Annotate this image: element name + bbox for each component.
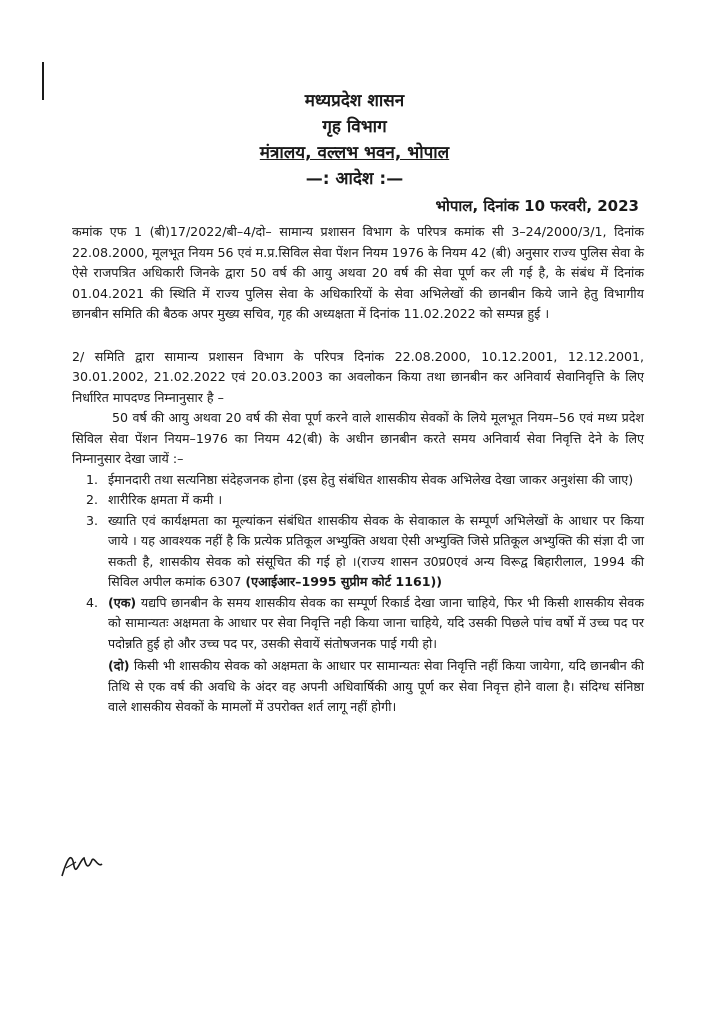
item-3-text: ख्याति एवं कार्यक्षमता का मूल्यांकन संबंधित शासकीय सेवक के सेवाकाल के सम्पूर्ण अभिलेखों के आधार पर किया जाये । यह आवश्यक नहीं है कि प्रत्येक प्रतिकूल अभ्युक्ति अथवा ऐसी अभ्युक्ति जिसे प्रतिकूल अभ्युक्ति की संज्ञा दी जा सकती है, शासकीय सेवक को संसूचित की गई हो ।(राज्य शासन उ0प्र0एवं अन्य विरूद्व बिहारीलाल, 1994 की सिविल अपील कमांक 6307 (108, 512, 644, 589)
list-item (102, 470, 644, 491)
paragraph-2: 2/ समिति द्वारा सामान्य प्रशासन विभाग के परिपत्र दिनांक 22.08.2000, 10.12.2001, 12.12.2001, 30.01.2002, 21.02.2022 एवं 20.03.2003 का अवलोकन किया तथा छानबीन कर अनिवार्य सेवानिवृत्ति के लिए निर्धारित मापदण्ड निम्नानुसार है – (72, 348, 644, 405)
dateline: भोपाल, दिनांक 10 फरवरी, 2023 (435, 197, 639, 215)
item-4b-text: किसी भी शासकीय सेवक को अक्षमता के आधार पर सामान्यतः सेवा निवृत्ति नहीं किया जायेगा, यदि छानबीन की तिथि से एक वर्ष की अवधि के अंदर वह अपनी अधिवार्षिकी आयु पूर्ण कर सेवा निवृत्त होने वाला है। संदिग्ध संनिष्ठा वाले शासकीय सेवकों के मामलों में उपरोक्त शर्त लागू नहीं होगी। (108, 658, 644, 714)
item-1-text: ईमानदारी तथा सत्यनिष्ठा संदेहजनक होना (इस हेतु संबंधित शासकीय सेवक अभिलेख देखा जाकर अनुशंसा की जाए) (108, 471, 634, 487)
item-4a-label: (एक) (108, 594, 137, 610)
document-header (0, 88, 709, 192)
document-body (72, 222, 644, 718)
list-item (102, 511, 644, 593)
paragraph-3: 50 वर्ष की आयु अथवा 20 वर्ष की सेवा पूर्ण करने वाले शासकीय सेवकों के लिये मूलभूत नियम–56 एवं मध्य प्रदेश सिविल सेवा पेंशन नियम–1976 का नियम 42(बी) के अधीन छानबीन करते समय अनिवार्य सेवा निवृत्ति देने के लिए निम्नानुसार देखा जायें :– (72, 410, 644, 466)
paragraph-1: कमांक एफ 1 (बी)17/2022/बी–4/दो– सामान्य प्रशासन विभाग के परिपत्र कमांक सी 3–24/2000/3/1, दिनांक 22.08.2000, मूलभूत नियम 56 एवं म.प्र.सिविल सेवा पेंशन नियम 1976 के नियम 42 (बी) अनुसार राज्य पुलिस सेवा के ऐसे राजपत्रित अधिकारी जिनके द्वारा 50 वर्ष की आयु अथवा 20 वर्ष की सेवा पूर्ण कर ली गई है, के संबंध में दिनांक 01.04.2021 की स्थिति में राज्य पुलिस सेवा के अधिकारियों के सेवा अभिलेखों की छानबीन किये जाने हेतु विभागीय छानबीन समिति की बैठक अपर मुख्य सचिव, गृह की अध्यक्षता में दिनांक 11.02.2022 को सम्पन्न हुई । (72, 224, 644, 321)
department-name: गृह विभाग (322, 117, 387, 137)
item-3-citation: (एआईआर–1995 सुप्रीम कोर्ट 1161)) (245, 574, 442, 589)
signature-mark (58, 846, 106, 882)
criteria-list (72, 470, 644, 718)
list-item (102, 593, 644, 718)
office-address: मंत्रालय, वल्लभ भवन, भोपाल (259, 143, 450, 163)
item-4b (108, 656, 644, 718)
govt-name: मध्यप्रदेश शासन (304, 91, 405, 111)
item-4a-text: यद्यपि छानबीन के समय शासकीय सेवक का सम्पूर्ण रिकार्ड देखा जाना चाहिये, फिर भी किसी शासकीय सेवक को सामान्यतः अक्षमता के आधार पर सेवा निवृत्ति नही किया जाना चाहिये, यदि उसकी पिछले पांच वर्षो में उच्च पद पर पदोन्नति हुई हो और उच्च पद पर, उसकी सेवायें संतोषजनक पाई गयी हो। (108, 594, 644, 651)
order-title: —: आदेश :— (305, 169, 404, 189)
item-2-text: शारीरिक क्षमता में कमी । (108, 492, 223, 507)
item-4b-label: (दो) (108, 658, 130, 673)
list-item (102, 490, 644, 511)
